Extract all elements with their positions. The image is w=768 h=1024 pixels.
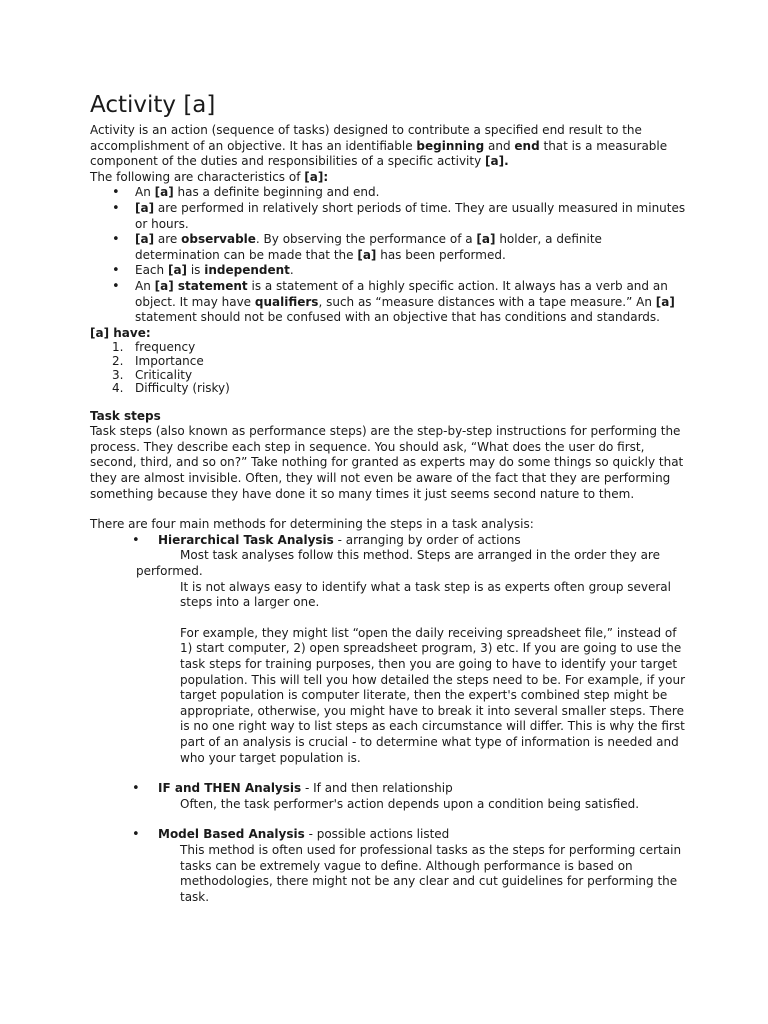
page-title: Activity [a]: [90, 92, 216, 118]
list-item: • [a] are performed in relatively short periods of time. They are usually measured in minutes or hours.: [90, 201, 690, 232]
list-item: • [a] are observable. By observing the performance of a [a] holder, a definite determination can be made that the [a] has been performed.: [90, 232, 690, 263]
list-item: 2. Importance: [112, 353, 204, 368]
list-item: 4. Difficulty (risky): [112, 381, 230, 396]
methods-lead: There are four main methods for determining the steps in a task analysis:: [90, 517, 534, 532]
method-model-based: • Model Based Analysis - possible actions listed: [90, 827, 690, 843]
intro-paragraph: Activity is an action (sequence of tasks) designed to contribute a specified end result to the accomplishment of an objective. It has an identifiable beginning and end that is a measurable component of the duties and responsibilities of a specific activity [a].: [90, 123, 668, 169]
list-item: • An [a] statement is a statement of a highly specific action. It always has a verb and an object. It may have qualifiers, such as “measure distances with a tape measure.” An [a] statement should not be confused with an objective that has conditions and standards.: [90, 279, 690, 326]
list-item: 1. frequency: [112, 340, 196, 355]
method-if-then: • IF and THEN Analysis - If and then relationship: [90, 781, 690, 797]
list-item: 3. Criticality: [112, 367, 193, 382]
method-hierarchical: • Hierarchical Task Analysis - arranging by order of actions: [90, 533, 690, 549]
list-item: • An [a] has a definite beginning and end.: [90, 185, 690, 201]
method-hierarchical-example: For example, they might list “open the daily receiving spreadsheet file,” instead of 1) start computer, 2) open spreadsheet program, 3) etc. If you are going to use the task steps for training purposes, then you are going to have to identify your target population. This will tell you how detailed the steps need to be. For example, if your target population is computer literate, then the expert's combined step might be appropriate, otherwise, you might have to break it into several smaller steps. There is no one right way to list steps as each circumstance will differ. This is why the first part of an analysis is crucial - to determine what type of information is needed and who your target population is.: [180, 625, 686, 765]
method-if-then-text: Often, the task performer's action depends upon a condition being satisfied.: [180, 796, 640, 811]
task-steps-heading: Task steps: [90, 408, 161, 423]
task-steps-paragraph: Task steps (also known as performance steps) are the step-by-step instructions for performing the process. They describe each step in sequence. You should ask, “What does the user do first, second, third, and so on?” Take nothing for granted as experts may do some things so quickly that they are almost invisible. Often, they will not even be aware of the fact that they are performing something because they have done it so many times it just seems second nature to them.: [90, 424, 684, 501]
method-hierarchical-text: It is not always easy to identify what a task step is as experts often group several steps into a larger one.: [180, 579, 671, 610]
have-list: [90, 341, 690, 395]
have-heading: [a] have:: [90, 325, 151, 340]
document-page: [90, 91, 690, 905]
method-model-based-text: This method is often used for professional tasks as the steps for performing certain tasks can be extremely vague to define. Although performance is based on methodologies, there might not be any clear and cut guidelines for performing the task.: [180, 842, 682, 904]
list-item: • Each [a] is independent.: [90, 263, 690, 279]
method-hierarchical-text: Most task analyses follow this method. Steps are arranged in the order they are performed.: [136, 548, 660, 579]
characteristics-list: [90, 185, 690, 325]
characteristics-lead: The following are characteristics of [a]:: [90, 169, 329, 184]
